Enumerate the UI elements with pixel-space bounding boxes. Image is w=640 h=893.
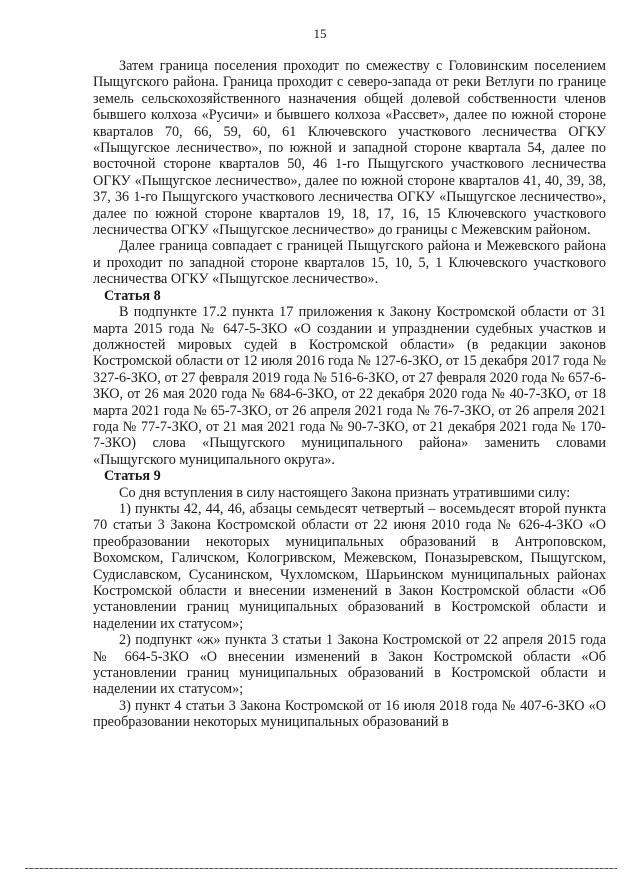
page-number: 15 [313,26,327,41]
article-9-item-1: 1) пункты 42, 44, 46, абзацы семьдесят четвертый – восемьдесят второй пункта 70 статьи 3 Закона Костромской области от 22 июня 2010 года № 626-4-ЗКО «О преобразовании некоторых муниципальных образований в Антроповском, Вохомском, Галичском, Кологривском, Межевском, Поназыревском, Пыщугском, Судиславском, Сусанинском, Чухломском, Шарьинском муниципальных районах Костромской области и внесении изменений в Закон Костромской области «Об установлении границ муниципальных образований в Костромской области и наделении их статусом»; [93,500,606,632]
document-body [93,58,606,731]
article-9-intro: Со дня вступления в силу настоящего Закона признать утратившими силу: [119,484,571,501]
paragraph-boundary-1: Затем граница поселения проходит по смежеству с Головинским поселением Пыщугского района. Граница проходит с северо-запада от реки Ветлуги по границе земель сельскохозяйственного назначения общей долевой собственности членов бывшего колхоза «Русичи» и бывшего колхоза «Рассвет», далее по южной стороне кварталов 70, 66, 59, 60, 61 Ключевского участкового лесничества ОГКУ «Пыщугское лесничество», по южной и западной стороне квартала 54, далее по восточной стороне кварталов 50, 46 1-го Пыщугского участкового лесничества ОГКУ «Пыщугское лесничество», далее по южной стороне кварталов 41, 40, 39, 38, 37, 36 1-го Пыщугского участкового лесничества ОГКУ «Пыщугское лесничество», далее по южной стороне кварталов 19, 18, 17, 16, 15 Ключевского участкового лесничества ОГКУ «Пыщугское лесничество» до границы с Межевским районом. [93,58,606,239]
article-8-text: В подпункте 17.2 пункта 17 приложения к Закону Костромской области от 31 марта 2015 года № 647-5-ЗКО «О создании и упразднении судебных участков и должностей мировых судей в Костромской области» (в редакции законов Костромской области от 12 июля 2016 года № 127-6-ЗКО, от 15 декабря 2017 года № 327-6-ЗКО, от 27 февраля 2019 года № 516-6-ЗКО, от 27 февраля 2020 года № 657-6-ЗКО, от 26 мая 2020 года № 684-6-ЗКО, от 22 декабря 2020 года № 40-7-ЗКО, от 18 марта 2021 года № 65-7-ЗКО, от 26 апреля 2021 года № 76-7-ЗКО, от 26 апреля 2021 года № 77-7-ЗКО, от 21 мая 2021 года № 90-7-ЗКО, от 21 декабря 2021 года № 170-7-ЗКО) слова «Пыщугского муниципального района» заменить словами «Пыщугского муниципального округа». [93,304,606,468]
article-9-item-2: 2) подпункт «ж» пункта 3 статьи 1 Закона Костромской от 22 апреля 2015 года № 664-5-ЗКО «О внесении изменений в Закон Костромской области «Об установлении границ муниципальных образований в Костромской области и наделении их статусом»; [93,632,606,698]
article-9-item-3: 3) пункт 4 статьи 3 Закона Костромской от 16 июля 2018 года № 407-6-ЗКО «О преобразовании некоторых муниципальных образований в [93,697,606,731]
scan-edge-line [25,868,617,869]
article-9-heading: Статья 9 [104,468,161,485]
paragraph-boundary-2: Далее граница совпадает с границей Пыщугского района и Межевского района и проходит по западной стороне кварталов 15, 10, 5, 1 Ключевского участкового лесничества ОГКУ «Пыщугское лесничество». [93,238,606,288]
article-8-heading: Статья 8 [104,287,161,304]
